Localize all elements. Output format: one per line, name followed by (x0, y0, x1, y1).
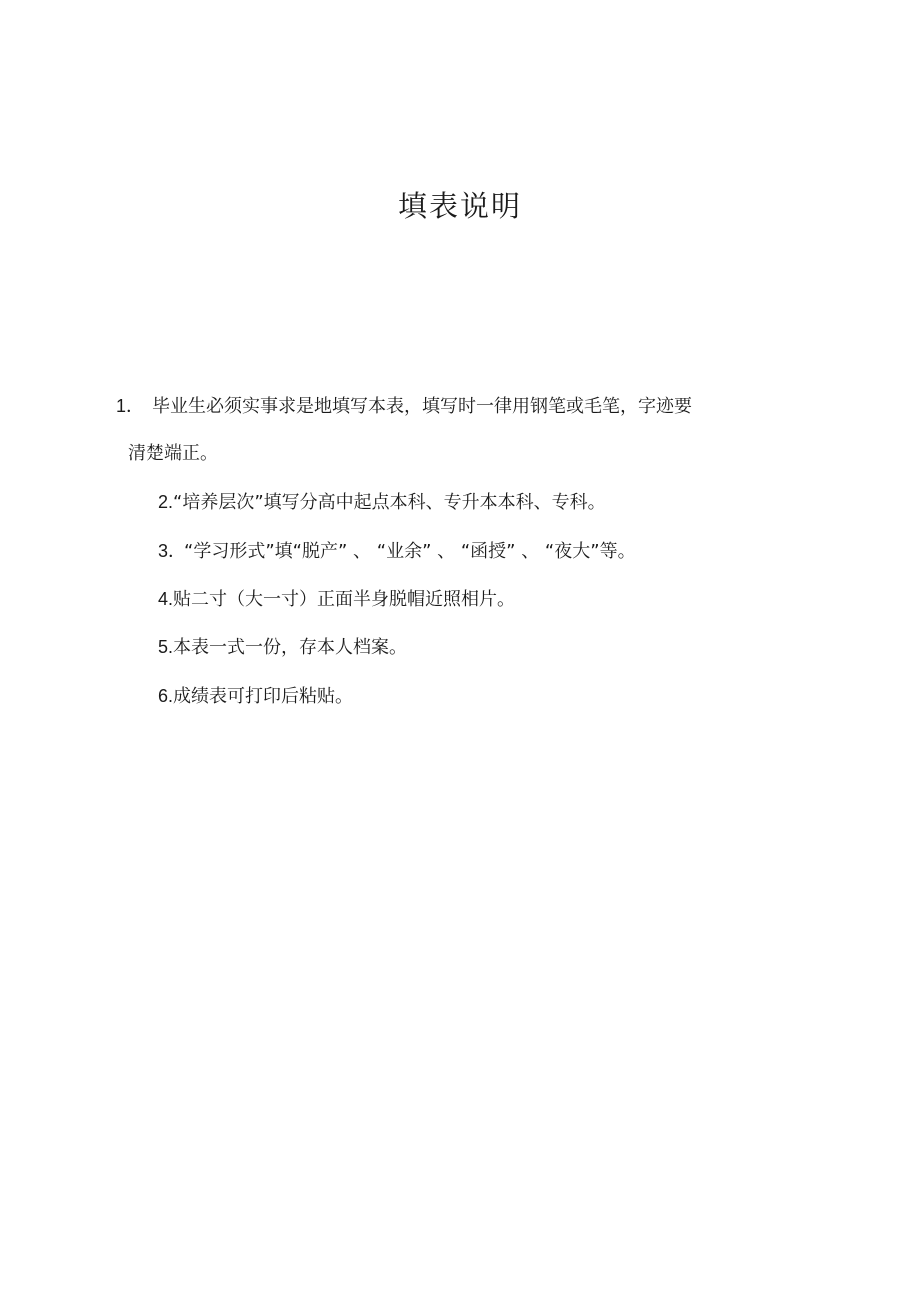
item-number: 2. (158, 492, 174, 512)
instruction-item-5 (158, 635, 407, 660)
item-number: 6. (158, 686, 174, 706)
item-number: 4. (158, 589, 174, 609)
item-text: 毕业生必须实事求是地填写本表，填写时一律用钢笔或毛笔，字迹要 (152, 396, 692, 417)
item-text: “培养层次”填写分高中起点本科、专升本本科、专科。 (173, 492, 606, 513)
instruction-item-6 (158, 684, 353, 709)
instruction-item-3 (158, 539, 636, 564)
item-text: 本表一式一份，存本人档案。 (173, 637, 408, 658)
item-number: 3． (158, 541, 187, 561)
item-number: 5. (158, 637, 174, 657)
instruction-item-1-continuation: 清楚端正。 (128, 443, 218, 464)
instruction-item-1 (116, 394, 692, 419)
instruction-item-4 (158, 587, 515, 612)
instruction-item-2 (158, 490, 606, 515)
item-text: 贴二寸（大一寸）正面半身脱帽近照相片。 (173, 589, 516, 610)
item-text: 成绩表可打印后粘贴。 (173, 686, 354, 707)
page-title: 填表说明 (397, 189, 522, 223)
item-number: 1． (116, 396, 145, 416)
item-text: “学习形式”填“脱产” 、 “业余” 、 “函授” 、 “夜大”等。 (184, 541, 636, 562)
